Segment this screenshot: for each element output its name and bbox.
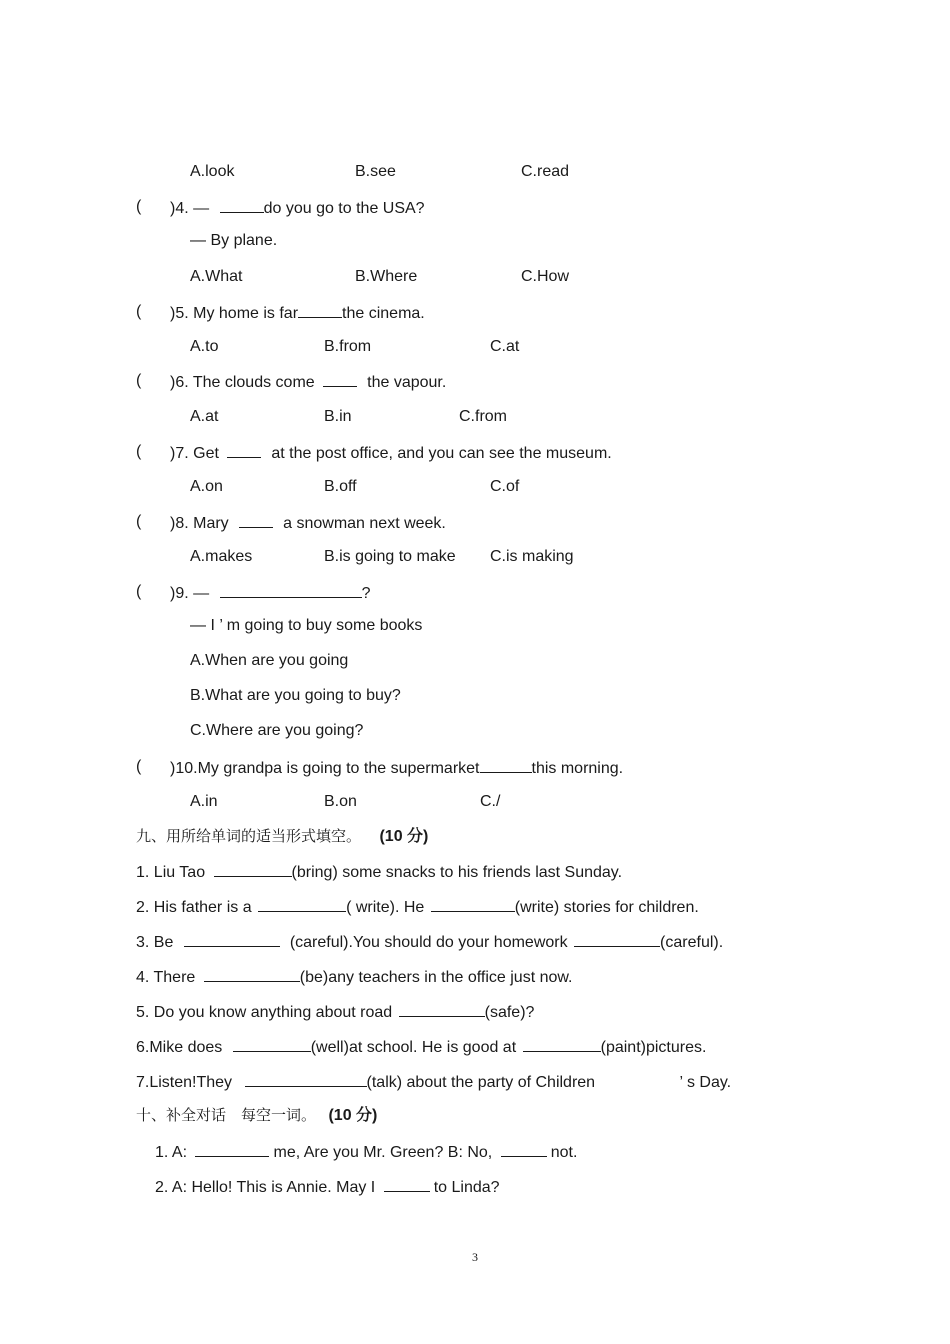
s10-item-1-mid: me, Are you Mr. Green? B: No,: [273, 1144, 493, 1161]
s9-item-2: [136, 896, 699, 918]
q4-answer-paren[interactable]: (: [136, 198, 142, 215]
s9-item-5-blank[interactable]: [399, 1001, 485, 1017]
q7-option-b: B.off: [324, 478, 357, 495]
s9-item-4-blank[interactable]: [204, 966, 300, 982]
q4-option-c: C.How: [521, 268, 570, 285]
q9-option-b: B.What are you going to buy?: [190, 687, 401, 704]
s10-item-1-post: not.: [550, 1144, 578, 1161]
s9-item-7-mid: (talk) about the party of Children: [366, 1074, 596, 1091]
q5-text: the cinema.: [342, 305, 425, 322]
s9-item-7-blank[interactable]: [245, 1071, 367, 1087]
q5-option-c: C.at: [490, 338, 520, 355]
q8-blank[interactable]: [239, 512, 273, 528]
q4-reply: — By plane.: [190, 232, 278, 249]
s10-item-1-blank-1[interactable]: [195, 1141, 269, 1157]
s9-item-2-post: (write) stories for children.: [514, 899, 699, 916]
q3-option-a: A.look: [190, 163, 235, 180]
s9-item-4-pre: 4. There: [136, 969, 196, 986]
q8-answer-paren[interactable]: (: [136, 513, 142, 530]
s10-item-2-blank[interactable]: [384, 1176, 430, 1192]
s9-item-5-pre: 5. Do you know anything about road: [136, 1004, 393, 1021]
q7-option-c: C.of: [490, 478, 520, 495]
q7-answer-paren[interactable]: (: [136, 443, 142, 460]
s10-item-1-pre: 1. A:: [155, 1144, 188, 1161]
q7-question: [170, 442, 612, 464]
s9-item-7-pre: 7.Listen!They: [136, 1074, 233, 1091]
section-10-score: (10 分): [328, 1107, 378, 1124]
q6-option-b: B.in: [324, 408, 352, 425]
q10-option-c: C./: [480, 793, 501, 810]
q10-blank[interactable]: [480, 757, 532, 773]
q5-option-a: A.to: [190, 338, 219, 355]
s9-item-5: [136, 1001, 534, 1023]
s9-item-6-post: (paint)pictures.: [600, 1039, 707, 1056]
s9-item-4-post: (be)any teachers in the office just now.: [299, 969, 573, 986]
s10-item-2: [155, 1176, 500, 1198]
q6-number: )6. The clouds come: [170, 374, 315, 391]
q6-text: the vapour.: [367, 374, 447, 391]
q7-number: )7. Get: [170, 445, 219, 462]
q8-option-b: B.is going to make: [324, 548, 456, 565]
q5-number: )5. My home is far: [170, 305, 299, 322]
s9-item-4: [136, 966, 573, 988]
q10-question: [170, 757, 623, 779]
s9-item-6-blank-1[interactable]: [233, 1036, 311, 1052]
s9-item-5-post: (safe)?: [484, 1004, 535, 1021]
q5-answer-paren[interactable]: (: [136, 303, 142, 320]
s9-item-7: [136, 1071, 731, 1093]
q8-option-a: A.makes: [190, 548, 253, 565]
s9-item-1-pre: 1. Liu Tao: [136, 864, 206, 881]
q8-number: )8. Mary: [170, 515, 229, 532]
s9-item-2-pre: 2. His father is a: [136, 899, 252, 916]
q8-option-c: C.is making: [490, 548, 574, 565]
q9-option-a: A.When are you going: [190, 652, 349, 669]
s9-item-6-mid: (well)at school. He is good at: [310, 1039, 517, 1056]
q9-end: ?: [361, 585, 371, 602]
q8-question: [170, 512, 446, 534]
q5-option-b: B.from: [324, 338, 372, 355]
q4-blank[interactable]: [220, 197, 264, 213]
section-10-heading: [136, 1105, 377, 1126]
s9-item-3-blank-2[interactable]: [574, 931, 660, 947]
q7-option-a: A.on: [190, 478, 223, 495]
s9-item-2-mid: ( write). He: [346, 899, 425, 916]
q7-text: at the post office, and you can see the museum.: [271, 445, 612, 462]
q9-question: [170, 582, 370, 604]
s10-item-2-pre: 2. A: Hello! This is Annie. May I: [155, 1179, 376, 1196]
q9-number: )9. —: [170, 585, 210, 602]
s9-item-3: [136, 931, 723, 953]
s9-item-3-pre: 3. Be: [136, 934, 174, 951]
q10-answer-paren[interactable]: (: [136, 758, 142, 775]
q6-answer-paren[interactable]: (: [136, 372, 142, 389]
section-10-title: 十、补全对话 每空一词。: [136, 1106, 317, 1124]
s9-item-1-blank[interactable]: [214, 861, 292, 877]
q10-text: this morning.: [531, 760, 624, 777]
s9-item-1: [136, 861, 622, 883]
s9-item-3-blank-1[interactable]: [184, 931, 280, 947]
q5-question: [170, 302, 425, 324]
q9-blank[interactable]: [220, 582, 362, 598]
q6-option-a: A.at: [190, 408, 219, 425]
q6-blank[interactable]: [323, 371, 357, 387]
q9-reply: — I ’ m going to buy some books: [190, 617, 423, 634]
s10-item-2-post: to Linda?: [433, 1179, 500, 1196]
q4-question: [170, 197, 425, 219]
q10-number: )10.My grandpa is going to the supermarket: [170, 760, 480, 777]
q3-option-b: B.see: [355, 163, 396, 180]
q7-blank[interactable]: [227, 442, 261, 458]
section-9-heading: [136, 826, 428, 847]
s9-item-6: [136, 1036, 706, 1058]
s10-item-1-blank-2[interactable]: [501, 1141, 547, 1157]
s9-item-2-blank-2[interactable]: [431, 896, 515, 912]
s9-item-3-post: (careful).: [660, 934, 724, 951]
s9-item-3-mid: (careful).You should do your homework: [289, 934, 568, 951]
q9-option-c: C.Where are you going?: [190, 722, 364, 739]
s10-item-1: [155, 1141, 577, 1163]
s9-item-7-post: ’ s Day.: [679, 1074, 732, 1091]
q8-text: a snowman next week.: [283, 515, 446, 532]
q4-text: do you go to the USA?: [263, 200, 425, 217]
q9-answer-paren[interactable]: (: [136, 583, 142, 600]
q4-option-b: B.Where: [355, 268, 418, 285]
q6-question: [170, 371, 446, 393]
q5-blank[interactable]: [298, 302, 342, 318]
s9-item-6-pre: 6.Mike does: [136, 1039, 223, 1056]
q10-option-b: B.on: [324, 793, 357, 810]
s9-item-6-blank-2[interactable]: [523, 1036, 601, 1052]
section-9-title: 九、用所给单词的适当形式填空。: [136, 827, 362, 845]
q6-option-c: C.from: [459, 408, 507, 425]
s9-item-1-post: (bring) some snacks to his friends last Sunday.: [291, 864, 623, 881]
page-number: 3: [472, 1250, 478, 1264]
q10-option-a: A.in: [190, 793, 218, 810]
section-9-score: (10 分): [379, 828, 429, 845]
q4-number: )4. —: [170, 200, 210, 217]
q3-option-c: C.read: [521, 163, 570, 180]
q4-option-a: A.What: [190, 268, 243, 285]
s9-item-2-blank-1[interactable]: [258, 896, 346, 912]
